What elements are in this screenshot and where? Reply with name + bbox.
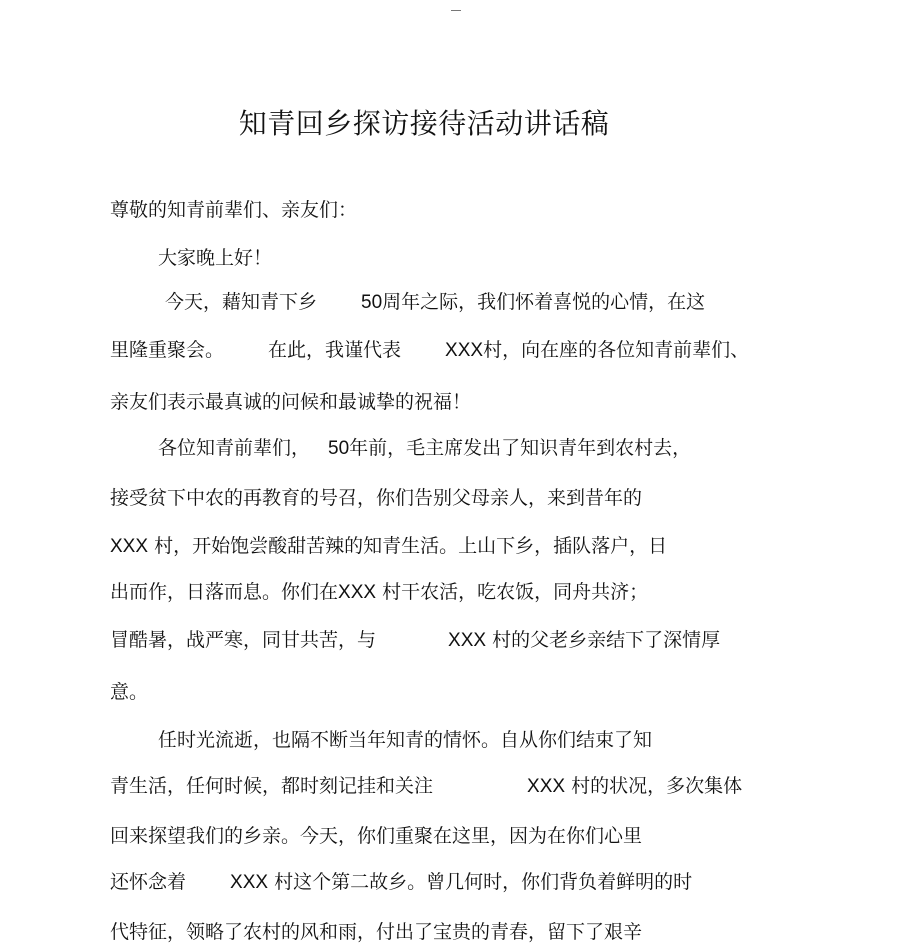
- text-segment: 任时光流逝，也隔不断当年知青的情怀。自从你们结束了知: [158, 729, 653, 751]
- text-segment: 今天，藉知青下乡: [165, 291, 318, 313]
- text-segment: 村的状况，多次集体: [565, 775, 743, 797]
- text-segment: 村干农活，吃农饭，同舟共济；: [376, 581, 649, 603]
- paragraph-line: [110, 822, 642, 850]
- number-segment: 50: [361, 292, 383, 313]
- text-segment: 亲友们表示最真诚的问候和最诚挚的祝福！: [110, 391, 472, 413]
- text-segment: 村，开始饱尝酸甜苦辣的知青生活。上山下乡，插队落户，日: [148, 535, 668, 557]
- text-segment: 村的父老乡亲结下了深情厚: [486, 629, 721, 651]
- text-segment: 接受贫下中农的再教育的号召，你们告别父母亲人，来到昔年的: [110, 487, 643, 509]
- greeting-line: [158, 244, 272, 272]
- paragraph-line: [110, 772, 742, 800]
- paragraph-line: [110, 336, 749, 364]
- placeholder-segment: XXX: [110, 536, 149, 557]
- paragraph-line: [110, 678, 148, 706]
- paragraph-line: [110, 626, 720, 654]
- text-segment: 还怀念着: [110, 871, 187, 893]
- text-segment: 青生活，任何时候，都时刻记挂和关注: [110, 775, 434, 797]
- text-segment: 周年之际，我们怀着喜悦的心情，在这: [382, 291, 706, 313]
- text-segment: 尊敬的知青前辈们、亲友们：: [110, 199, 358, 221]
- paragraph-line: [110, 578, 648, 606]
- text-segment: 回来探望我们的乡亲。今天，你们重聚在这里，因为在你们心里: [110, 825, 643, 847]
- placeholder-segment: XXX: [338, 582, 377, 603]
- paragraph-line: [110, 484, 642, 512]
- text-segment: 意。: [110, 681, 149, 703]
- paragraph-line: [110, 918, 642, 946]
- paragraph-line: [110, 388, 471, 416]
- paragraph-line: [158, 434, 691, 462]
- paragraph-line: [165, 288, 705, 316]
- text-segment: 村，向在座的各位知青前辈们、: [483, 339, 750, 361]
- paragraph-line: [110, 868, 692, 896]
- text-segment: 里隆重聚会。: [110, 339, 225, 361]
- paragraph-line: [158, 726, 652, 754]
- text-segment: 冒酷暑，战严寒，同甘共苦，与: [110, 629, 377, 651]
- text-segment: 代特征，领略了农村的风和雨，付出了宝贵的青春，留下了艰辛: [110, 921, 643, 943]
- placeholder-segment: XXX: [445, 340, 484, 361]
- text-segment: 大家晚上好！: [158, 247, 273, 269]
- header-mark: [451, 10, 461, 11]
- text-segment: 村这个第二故乡。曾几何时，你们背负着鲜明的时: [268, 871, 693, 893]
- text-segment: 年前，毛主席发出了知识青年到农村去，: [349, 437, 692, 459]
- text-segment: 在此，我谨代表: [268, 339, 402, 361]
- placeholder-segment: XXX: [527, 776, 566, 797]
- placeholder-segment: XXX: [448, 630, 487, 651]
- document-title: 知青回乡探访接待活动讲话稿: [238, 107, 610, 140]
- number-segment: 50: [328, 438, 350, 459]
- paragraph-line: [110, 532, 667, 560]
- text-segment: 出而作，日落而息。你们在: [110, 581, 339, 603]
- text-segment: 各位知青前辈们，: [158, 437, 311, 459]
- salutation-line: [110, 196, 357, 224]
- placeholder-segment: XXX: [230, 872, 269, 893]
